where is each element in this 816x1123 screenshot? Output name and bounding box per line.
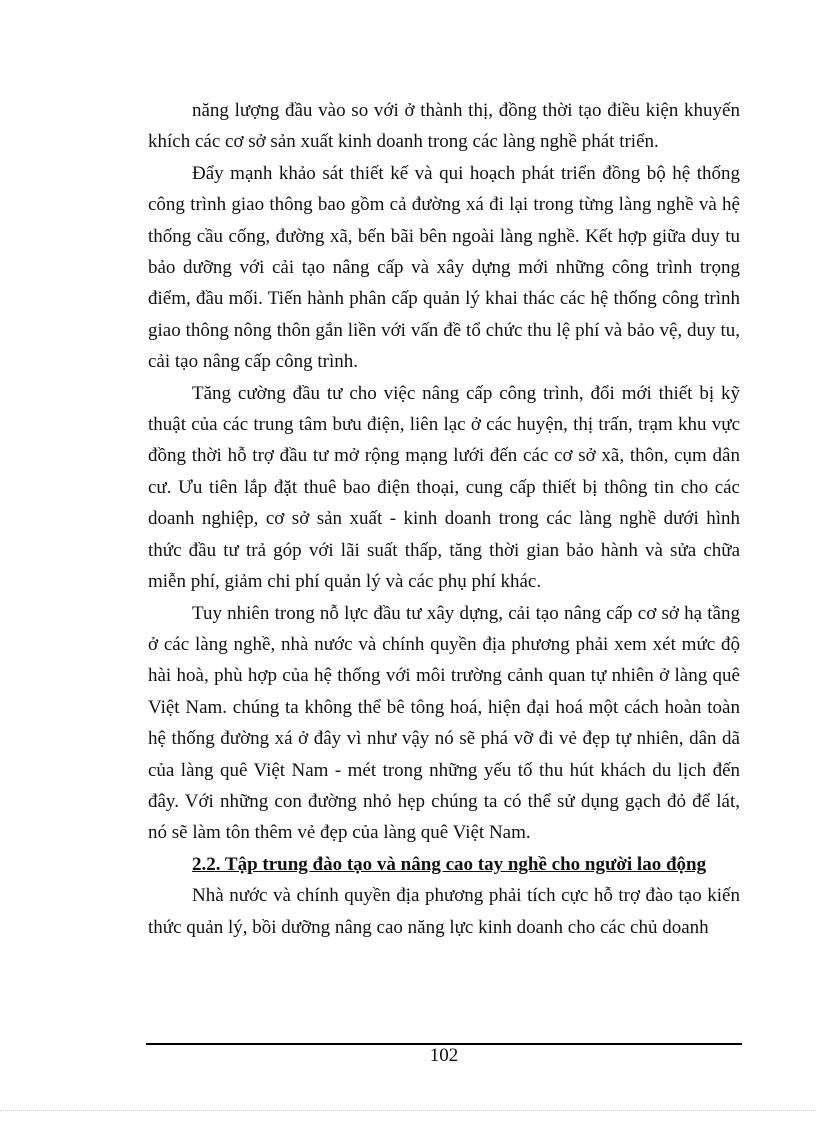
page-bottom-dotted-line <box>0 1110 816 1111</box>
paragraph-training-support: Nhà nước và chính quyền địa phương phải tích cực hỗ trợ đào tạo kiến thức quản lý, bồi dưỡng nâng cao năng lực kinh doanh cho các chủ doanh <box>148 885 740 938</box>
paragraph-telecom-investment: Tăng cường đầu tư cho việc nâng cấp công trình, đổi mới thiết bị kỹ thuật của các trung tâm bưu điện, liên lạc ở các huyện, thị trấn, trạm khu vực đồng thời hỗ trợ đầu tư mở rộng mạng lưới đến các cơ sở xã, thôn, cụm dân cư. Ưu tiên lắp đặt thuê bao điện thoại, cung cấp thiết bị thông tin cho các doanh nghiệp, cơ sở sản xuất - kinh doanh trong các làng nghề dưới hình thức đầu tư trả góp với lãi suất thấp, tăng thời gian bảo hành và sửa chữa miễn phí, giảm chi phí quản lý và các phụ phí khác. <box>148 382 740 593</box>
paragraph-landscape-harmony: Tuy nhiên trong nỗ lực đầu tư xây dựng, cải tạo nâng cấp cơ sở hạ tầng ở các làng nghề, nhà nước và chính quyền địa phương phải xem xét mức độ hài hoà, phù hợp của hệ thống với môi trường cảnh quan tự nhiên ở làng quê Việt Nam. chúng ta không thể bê tông hoá, hiện đại hoá một cách hoàn toàn hệ thống đường xá ở đây vì như vậy nó sẽ phá vỡ đi vẻ đẹp tự nhiên, dân dã của làng quê Việt Nam - mét trong những yếu tố thu hút khách du lịch đến đây. Với những con đường nhỏ hẹp chúng ta có thể sử dụng gạch đỏ để lát, nó sẽ làm tôn thêm vẻ đẹp của làng quê Việt Nam. <box>148 602 740 844</box>
page-number: 102 <box>429 1045 459 1066</box>
paragraph-continuation: năng lượng đầu vào so với ở thành thị, đồng thời tạo điều kiện khuyến khích các cơ sở sản xuất kinh doanh trong các làng nghề phát triển. <box>148 100 740 153</box>
paragraph-transport-infrastructure: Đẩy mạnh khảo sát thiết kế và qui hoạch phát triển đồng bộ hệ thống công trình giao thông bao gồm cả đường xá đi lại trong từng làng nghề và hệ thống cầu cống, đường xã, bến bãi bên ngoài làng nghề. Kết hợp giữa duy tu bảo dưỡng với cải tạo nâng cấp và xây dựng mới những công trình trọng điểm, đầu mối. Tiến hành phân cấp quản lý khai thác các hệ thống công trình giao thông nông thôn gắn liền với vấn đề tổ chức thu lệ phí và bảo vệ, duy tu, cải tạo nâng cấp công trình. <box>148 162 740 373</box>
section-heading: 2.2. Tập trung đào tạo và nâng cao tay nghề cho người lao động <box>192 853 707 875</box>
document-body <box>148 95 740 943</box>
